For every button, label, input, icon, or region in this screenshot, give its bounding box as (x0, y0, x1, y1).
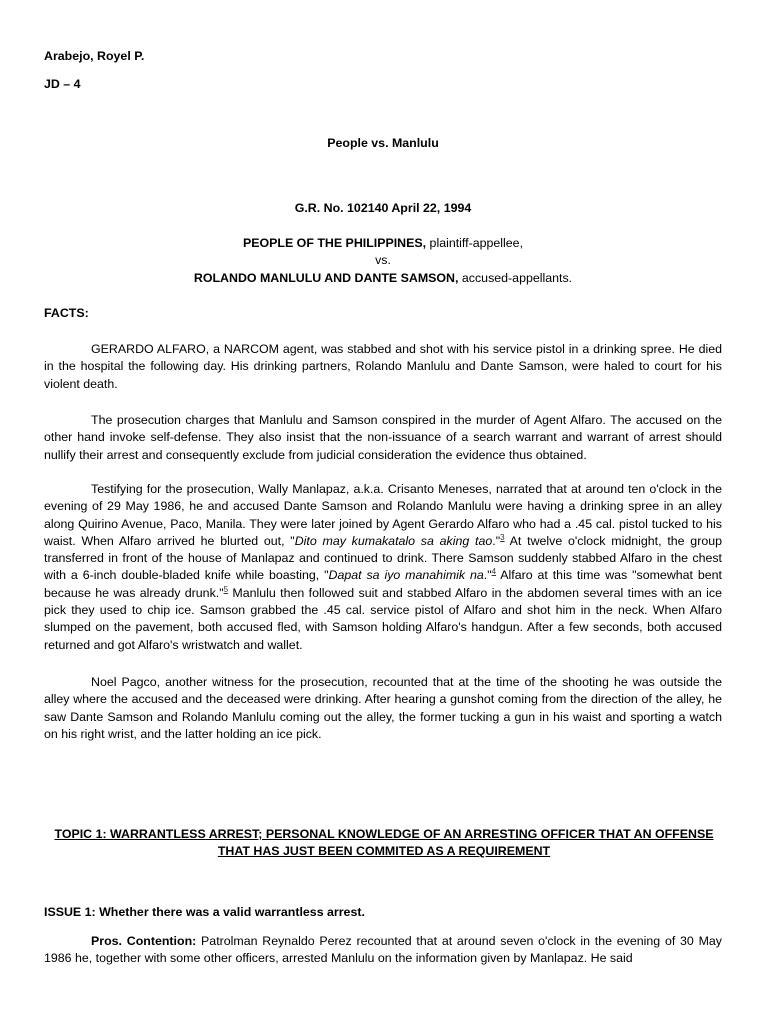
footnote-link-3[interactable]: 3 (500, 532, 505, 542)
p3-quote-2: Dapat sa iyo manahimik na (328, 568, 484, 583)
p3-quote-1: Dito may kumakatalo sa aking tao (294, 533, 493, 548)
p3-text-3: At twelve o'clock midnight, the group transferred in front of the house of Manlapaz and continued to drink. There Samson suddenly stabbed Alfaro in the chest with a 6-inch double-bladed knife while boasting, " (44, 533, 722, 583)
pros-contention-text: Patrolman Reynaldo Perez recounted that at around seven o'clock in the evening of 30 May 1986 he, together with some other officers, arrested Manlulu on the information given by Manlapaz. He said (44, 934, 722, 966)
accused-role: accused-appellants. (458, 270, 573, 285)
plaintiff-name: PEOPLE OF THE PHILIPPINES, (242, 236, 427, 250)
p3-text-6: Manlulu then followed suit and stabbed Alfaro in the abdomen several times with an ice pick they used to chip ice. Samson grabbed the .45 cal. service pistol of Alfaro and shot him in the neck. When Alfaro slumped on the pavement, both accused fled, with Samson holding Alfaro's handgun. After a few seconds, both accused returned and got Alfaro's wristwatch and wallet. (44, 585, 722, 652)
author-name: Arabejo, Royel P. (44, 49, 145, 63)
gr-number-line: G.R. No. 102140 April 22, 1994 (294, 201, 472, 215)
issue-1-heading: ISSUE 1: Whether there was a valid warrantless arrest. (44, 905, 365, 919)
footnote-link-4[interactable]: 4 (491, 567, 497, 577)
accused-name: ROLANDO MANLULU AND DANTE SAMSON, (193, 270, 459, 285)
p3-text-1: Testifying for the prosecution, Wally Manlapaz, a.k.a. Crisanto Meneses, narrated that at around ten o'clock in the evening of 29 May 1986, he and accused Dante Samson and Rolando Manlulu were having a drinking spree in an alley along Quirino Avenue, Paco, Manila. They were later joined by Agent Gerardo Alfaro who had a .45 cal. pistol tucked to his waist. When Alfaro arrived he blurted out, " (44, 482, 722, 548)
facts-paragraph-2: The prosecution charges that Manlulu and Samson conspired in the murder of Agent Alfaro. The accused on the other hand invoke self-defense. They also insist that the non-issuance of a search warrant and warrant of arrest should nullify their arrest and consequently exclude from judicial consideration the evidence thus obtained. (44, 413, 722, 462)
topic-1-heading: TOPIC 1: WARRANTLESS ARREST; PERSONAL KNOWLEDGE OF AN ARRESTING OFFICER THAT AN OFFENSE THAT HAS JUST BEEN COMMITED AS A REQUIREMENT (54, 827, 714, 859)
plaintiff-role: plaintiff-appellee, (426, 236, 524, 250)
caption-vs: vs. (375, 253, 391, 268)
pros-contention-label: Pros. Contention: (91, 934, 197, 948)
case-caption (44, 235, 722, 287)
p3-text-5: Alfaro at this time was "somewhat bent because he was already drunk." (44, 568, 722, 600)
class-section: JD – 4 (44, 77, 81, 91)
pros-contention-paragraph (44, 933, 722, 968)
caption-accused (44, 270, 722, 287)
p3-text-2: ." (492, 533, 501, 548)
caption-plaintiff (44, 235, 722, 252)
facts-paragraph-4: Noel Pagco, another witness for the prosecution, recounted that at the time of the shooting he was outside the alley where the accused and the deceased were drinking. After hearing a gunshot coming from the direction of the alley, he saw Dante Samson and Rolando Manlulu coming out the alley, the former tucking a gun in his waist and sporting a watch on his right wrist, and the latter holding an ice pick. (44, 675, 722, 741)
footnote-link-5[interactable]: 5 (223, 584, 229, 594)
facts-paragraph-1: GERARDO ALFARO, a NARCOM agent, was stabbed and shot with his service pistol in a drinking spree. He died in the hospital the following day. His drinking partners, Rolando Manlulu and Dante Samson, were haled to court for his violent death. (44, 342, 722, 391)
p3-text-4: ." (483, 568, 492, 583)
case-short-title: People vs. Manlulu (327, 136, 439, 150)
facts-paragraph-3 (44, 481, 722, 654)
facts-heading: FACTS: (44, 306, 89, 320)
